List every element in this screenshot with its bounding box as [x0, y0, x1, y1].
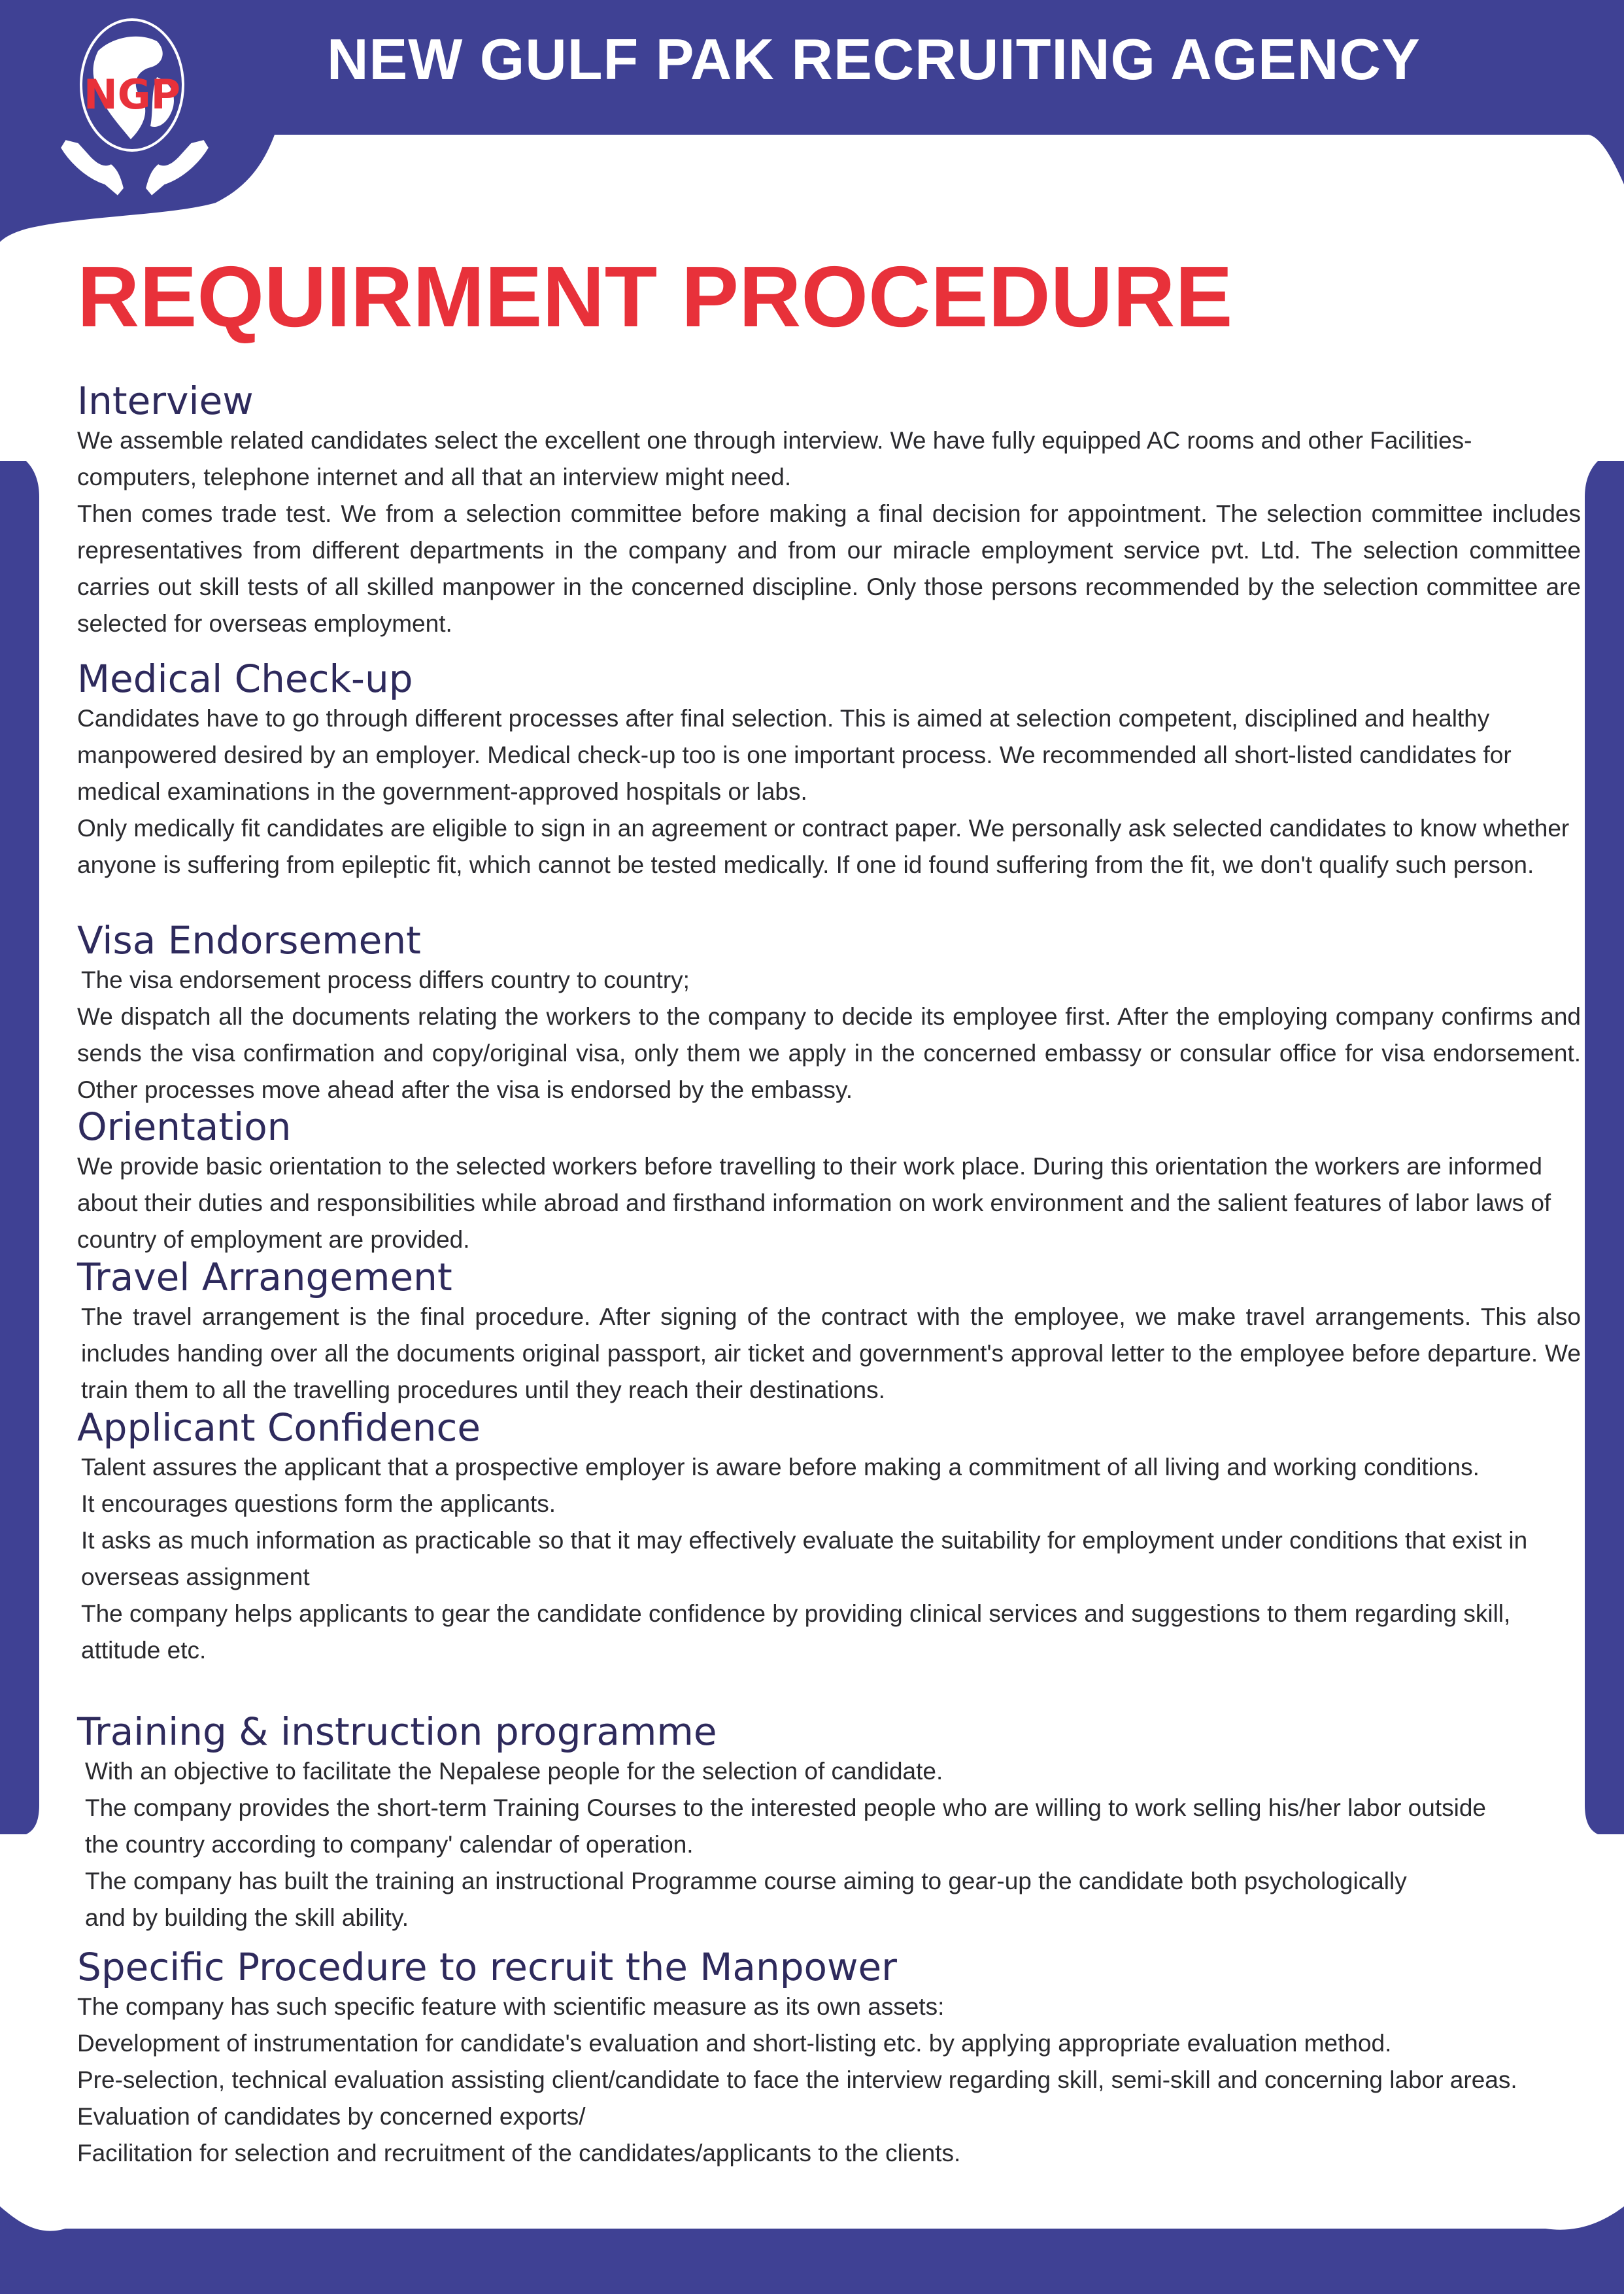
- section-paragraph: Pre-selection, technical evaluation assisting client/candidate to face the interview regarding skill, semi-skill and concerning labor areas.: [77, 2066, 1517, 2093]
- section-paragraph: Talent assures the applicant that a prospective employer is aware before making a commitment of all living and working conditions.: [81, 1454, 1480, 1481]
- section-heading: Medical Check-up: [77, 657, 413, 701]
- section-paragraph: With an objective to facilitate the Nepalese people for the selection of candidate.: [85, 1758, 943, 1785]
- section-paragraph: The travel arrangement is the final procedure. After signing of the contract with the employee, we make travel arrangements. This also includes handing over all the documents original passport, air ticket and government's approval letter to the employee before departure. We train them to all the travelling procedures until they reach their destinations.: [81, 1303, 1581, 1403]
- section-paragraph: The company has such specific feature with scientific measure as its own assets:: [77, 1993, 945, 2020]
- right-hand-icon: [145, 139, 209, 196]
- section-travel-arrangement: [77, 1256, 1581, 1409]
- section-paragraph: We assemble related candidates select the excellent one through interview. We have fully equipped AC rooms and other Facilities-computers, telephone internet and all that an interview might need.: [77, 427, 1472, 490]
- section-paragraph: Candidates have to go through different processes after final selection. This is aimed at selection competent, disciplined and healthy manpowered desired by an employer. Medical check-up too is one important process. We recommended all short-listed candidates for medical examinations in the government-approved hospitals or labs.: [77, 705, 1512, 805]
- footer-band: [0, 2206, 1624, 2294]
- section-heading: Visa Endorsement: [77, 918, 421, 963]
- section-paragraph: It asks as much information as practicable so that it may effectively evaluate the suitability for employment under conditions that exist in overseas assignment: [81, 1527, 1528, 1590]
- section-paragraph: The visa endorsement process differs country to country;: [81, 967, 690, 993]
- section-heading: Interview: [77, 379, 254, 423]
- section-orientation: [77, 1105, 1581, 1258]
- section-paragraph: Only medically fit candidates are eligible to sign in an agreement or contract paper. We personally ask selected candidates to know whether anyone is suffering from epileptic fit, which cannot be tested medically. If one id found suffering from the fit, we don't qualify such person.: [77, 815, 1570, 878]
- section-heading: Specific Procedure to recruit the Manpower: [77, 1945, 897, 1989]
- page-title: REQUIRMENT PROCEDURE: [77, 248, 1233, 345]
- section-paragraph: Development of instrumentation for candidate's evaluation and short-listing etc. by applying appropriate evaluation method.: [77, 2030, 1392, 2057]
- section-paragraph: The company has built the training an instructional Programme course aiming to gear-up the candidate both psychologically and by building the skill ability.: [85, 1868, 1407, 1931]
- section-paragraph: Evaluation of candidates by concerned exports/: [77, 2103, 586, 2130]
- agency-logo: [52, 12, 222, 201]
- section-heading: Orientation: [77, 1104, 292, 1149]
- left-side-bar: [0, 461, 39, 1834]
- section-medical-check-up: [77, 657, 1581, 883]
- agency-name: NEW GULF PAK RECRUITING AGENCY: [327, 27, 1421, 92]
- section-paragraph: The company helps applicants to gear the candidate confidence by providing clinical services and suggestions to them regarding skill, attitude etc.: [81, 1600, 1511, 1664]
- section-heading: Travel Arrangement: [77, 1255, 452, 1299]
- section-heading: Applicant Confidence: [77, 1405, 481, 1450]
- section-interview: [77, 379, 1581, 642]
- section-specific-procedure: [77, 1945, 1517, 2172]
- section-paragraph: We provide basic orientation to the selected workers before travelling to their work place. During this orientation the workers are informed about their duties and responsibilities while abroad and firsthand information on work environment and the salient features of labor laws of country of employment are provided.: [77, 1153, 1551, 1253]
- section-heading: Training & instruction programme: [77, 1709, 717, 1754]
- section-training-programme: [77, 1710, 1510, 1936]
- logo-text: NGP: [83, 71, 181, 118]
- section-paragraph: It encourages questions form the applicants.: [81, 1490, 556, 1517]
- section-paragraph: The company provides the short-term Training Courses to the interested people who are willing to work selling his/her labor outside the country according to company' calendar of operation.: [85, 1794, 1486, 1858]
- right-side-bar: [1585, 461, 1624, 1834]
- section-paragraph: We dispatch all the documents relating the workers to the company to decide its employee first. After the employing company confirms and sends the visa confirmation and copy/original visa, only them we apply in the concerned embassy or consular office for visa endorsement. Other processes move ahead after the visa is endorsed by the embassy.: [77, 1003, 1581, 1103]
- section-applicant-confidence: [77, 1406, 1581, 1669]
- section-visa-endorsement: [77, 919, 1581, 1108]
- section-paragraph: Then comes trade test. We from a selection committee before making a final decision for appointment. The selection committee includes representatives from different departments in the company and from our miracle employment service pvt. Ltd. The selection committee carries out skill tests of all skilled manpower in the concerned discipline. Only those persons recommended by the selection committee are selected for overseas employment.: [77, 500, 1581, 637]
- section-paragraph: Facilitation for selection and recruitment of the candidates/applicants to the clients.: [77, 2140, 961, 2166]
